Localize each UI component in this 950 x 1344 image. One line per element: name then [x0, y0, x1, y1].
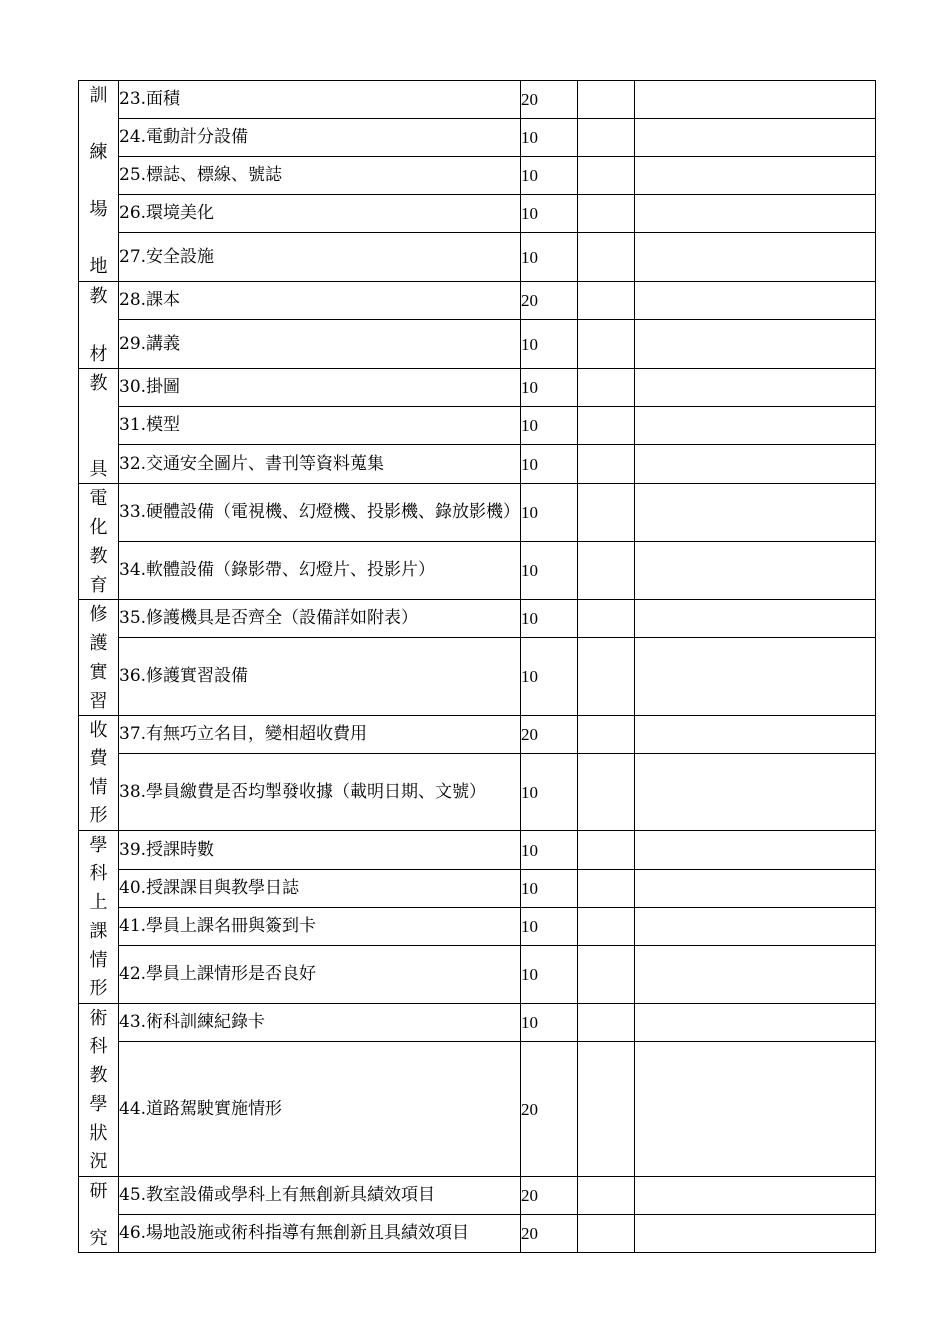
item-cell: 30.掛圖: [119, 369, 521, 407]
category-char: 研: [89, 1180, 108, 1202]
rating-cell[interactable]: [578, 638, 635, 716]
table-row: [79, 754, 876, 831]
table-row: [79, 320, 876, 369]
item-cell: 29.講義: [119, 320, 521, 369]
item-cell: 28.課本: [119, 282, 521, 320]
item-cell: 27.安全設施: [119, 233, 521, 282]
category-char: 習: [89, 690, 108, 712]
table-row: [79, 369, 876, 407]
category-char: 教: [89, 545, 108, 567]
remarks-cell[interactable]: [635, 282, 876, 320]
category-char: 課: [89, 920, 108, 942]
table-row: [79, 1004, 876, 1042]
remarks-cell[interactable]: [635, 1215, 876, 1253]
item-cell: 31.模型: [119, 407, 521, 445]
table-row: [79, 831, 876, 870]
category-label: [79, 717, 118, 830]
rating-cell[interactable]: [578, 946, 635, 1004]
rating-cell[interactable]: [578, 716, 635, 754]
score-cell: 10: [521, 157, 578, 195]
category-label: [79, 601, 118, 715]
item-cell: 23.面積: [119, 81, 521, 119]
rating-cell[interactable]: [578, 195, 635, 233]
rating-cell[interactable]: [578, 1004, 635, 1042]
remarks-cell[interactable]: [635, 407, 876, 445]
rating-cell[interactable]: [578, 81, 635, 119]
category-char: 形: [89, 805, 108, 827]
table-row: [79, 81, 876, 119]
score-cell: 20: [521, 81, 578, 119]
category-cell: [79, 282, 119, 369]
remarks-cell[interactable]: [635, 1177, 876, 1215]
category-label: [79, 370, 118, 483]
rating-cell[interactable]: [578, 600, 635, 638]
score-cell: 10: [521, 1004, 578, 1042]
remarks-cell[interactable]: [635, 195, 876, 233]
category-char: 具: [89, 458, 108, 480]
category-char: 科: [89, 863, 108, 885]
score-cell: 10: [521, 195, 578, 233]
category-char: 狀: [89, 1122, 108, 1144]
table-row: [79, 484, 876, 542]
rating-cell[interactable]: [578, 282, 635, 320]
rating-cell[interactable]: [578, 1042, 635, 1177]
category-char: 材: [89, 343, 108, 365]
category-char: 訓: [89, 84, 108, 106]
table-row: [79, 600, 876, 638]
remarks-cell[interactable]: [635, 320, 876, 369]
rating-cell[interactable]: [578, 754, 635, 831]
score-cell: 10: [521, 600, 578, 638]
score-cell: 10: [521, 445, 578, 484]
category-char: 實: [89, 661, 108, 683]
category-cell: [79, 1177, 119, 1253]
table-row: [79, 1215, 876, 1253]
category-char: 教: [89, 1065, 108, 1087]
remarks-cell[interactable]: [635, 870, 876, 908]
table-row: [79, 946, 876, 1004]
rating-cell[interactable]: [578, 831, 635, 870]
category-char: 學: [89, 1093, 108, 1115]
remarks-cell[interactable]: [635, 81, 876, 119]
table-row: [79, 282, 876, 320]
item-cell: 39.授課時數: [119, 831, 521, 870]
item-cell: 38.學員繳費是否均掣發收據（載明日期、文號）: [119, 754, 521, 831]
score-cell: 20: [521, 1042, 578, 1177]
category-label: [79, 1005, 118, 1176]
rating-cell[interactable]: [578, 542, 635, 600]
score-cell: 10: [521, 946, 578, 1004]
category-char: 電: [89, 487, 108, 509]
rating-cell[interactable]: [578, 407, 635, 445]
remarks-cell[interactable]: [635, 445, 876, 484]
category-char: 護: [89, 632, 108, 654]
remarks-cell[interactable]: [635, 157, 876, 195]
item-cell: 25.標誌、標線、號誌: [119, 157, 521, 195]
category-label: [79, 1178, 118, 1252]
score-cell: 20: [521, 1215, 578, 1253]
table-row: [79, 445, 876, 484]
table-row: [79, 157, 876, 195]
score-cell: 20: [521, 1177, 578, 1215]
score-cell: 10: [521, 638, 578, 716]
category-cell: [79, 484, 119, 600]
category-char: 形: [89, 978, 108, 1000]
category-char: 情: [89, 776, 108, 798]
category-char: 地: [89, 256, 108, 278]
remarks-cell[interactable]: [635, 119, 876, 157]
evaluation-table-body: [79, 81, 876, 1253]
table-row: [79, 1177, 876, 1215]
remarks-cell[interactable]: [635, 716, 876, 754]
category-char: 練: [89, 141, 108, 163]
category-char: 上: [89, 892, 108, 914]
category-label: [79, 832, 118, 1003]
rating-cell[interactable]: [578, 320, 635, 369]
remarks-cell[interactable]: [635, 638, 876, 716]
item-cell: 40.授課課目與教學日誌: [119, 870, 521, 908]
remarks-cell[interactable]: [635, 484, 876, 542]
table-row: [79, 716, 876, 754]
category-char: 情: [89, 949, 108, 971]
category-char: 化: [89, 516, 108, 538]
score-cell: 10: [521, 754, 578, 831]
score-cell: 10: [521, 407, 578, 445]
rating-cell[interactable]: [578, 119, 635, 157]
rating-cell[interactable]: [578, 908, 635, 946]
category-char: 修: [89, 603, 108, 625]
rating-cell[interactable]: [578, 1177, 635, 1215]
item-cell: 42.學員上課情形是否良好: [119, 946, 521, 1004]
remarks-cell[interactable]: [635, 908, 876, 946]
score-cell: 10: [521, 831, 578, 870]
item-cell: 45.教室設備或學科上有無創新具績效項目: [119, 1177, 521, 1215]
category-char: 況: [89, 1151, 108, 1173]
category-cell: [79, 1004, 119, 1177]
item-cell: 24.電動計分設備: [119, 119, 521, 157]
remarks-cell[interactable]: [635, 1004, 876, 1042]
rating-cell[interactable]: [578, 445, 635, 484]
score-cell: 10: [521, 542, 578, 600]
rating-cell[interactable]: [578, 484, 635, 542]
score-cell: 10: [521, 320, 578, 369]
category-char: 教: [89, 285, 108, 307]
category-char: 科: [89, 1036, 108, 1058]
remarks-cell[interactable]: [635, 542, 876, 600]
item-cell: 46.場地設施或術科指導有無創新且具績效項目: [119, 1215, 521, 1253]
remarks-cell[interactable]: [635, 233, 876, 282]
table-row: [79, 119, 876, 157]
remarks-cell[interactable]: [635, 754, 876, 831]
category-char: 學: [89, 834, 108, 856]
item-cell: 37.有無巧立名目，變相超收費用: [119, 716, 521, 754]
category-cell: [79, 369, 119, 484]
table-row: [79, 407, 876, 445]
table-row: [79, 908, 876, 946]
category-char: 場: [89, 199, 108, 221]
table-row: [79, 195, 876, 233]
category-cell: [79, 81, 119, 282]
score-cell: 10: [521, 870, 578, 908]
table-row: [79, 638, 876, 716]
table-row: [79, 1042, 876, 1177]
category-char: 費: [89, 748, 108, 770]
category-char: 育: [89, 574, 108, 596]
remarks-cell[interactable]: [635, 1042, 876, 1177]
category-label: [79, 485, 118, 599]
category-label: [79, 82, 118, 281]
item-cell: 44.道路駕駛實施情形: [119, 1042, 521, 1177]
remarks-cell[interactable]: [635, 946, 876, 1004]
item-cell: 26.環境美化: [119, 195, 521, 233]
item-cell: 34.軟體設備（錄影帶、幻燈片、投影片）: [119, 542, 521, 600]
table-row: [79, 542, 876, 600]
remarks-cell[interactable]: [635, 600, 876, 638]
category-cell: [79, 600, 119, 716]
score-cell: 10: [521, 233, 578, 282]
table-row: [79, 233, 876, 282]
category-char: 收: [89, 719, 108, 741]
evaluation-table: [78, 80, 876, 1253]
score-cell: 20: [521, 282, 578, 320]
category-char: 究: [89, 1227, 108, 1249]
score-cell: 10: [521, 908, 578, 946]
item-cell: 35.修護機具是否齊全（設備詳如附表）: [119, 600, 521, 638]
item-cell: 36.修護實習設備: [119, 638, 521, 716]
score-cell: 10: [521, 484, 578, 542]
score-cell: 10: [521, 369, 578, 407]
rating-cell[interactable]: [578, 870, 635, 908]
item-cell: 32.交通安全圖片、書刊等資料蒐集: [119, 445, 521, 484]
remarks-cell[interactable]: [635, 369, 876, 407]
item-cell: 33.硬體設備（電視機、幻燈機、投影機、錄放影機）: [119, 484, 521, 542]
score-cell: 10: [521, 119, 578, 157]
rating-cell[interactable]: [578, 157, 635, 195]
rating-cell[interactable]: [578, 1215, 635, 1253]
item-cell: 43.術科訓練紀錄卡: [119, 1004, 521, 1042]
score-cell: 20: [521, 716, 578, 754]
rating-cell[interactable]: [578, 369, 635, 407]
category-cell: [79, 831, 119, 1004]
category-cell: [79, 716, 119, 831]
item-cell: 41.學員上課名冊與簽到卡: [119, 908, 521, 946]
category-char: 教: [89, 372, 108, 394]
category-char: 術: [89, 1007, 108, 1029]
table-row: [79, 870, 876, 908]
category-label: [79, 283, 118, 368]
remarks-cell[interactable]: [635, 831, 876, 870]
rating-cell[interactable]: [578, 233, 635, 282]
